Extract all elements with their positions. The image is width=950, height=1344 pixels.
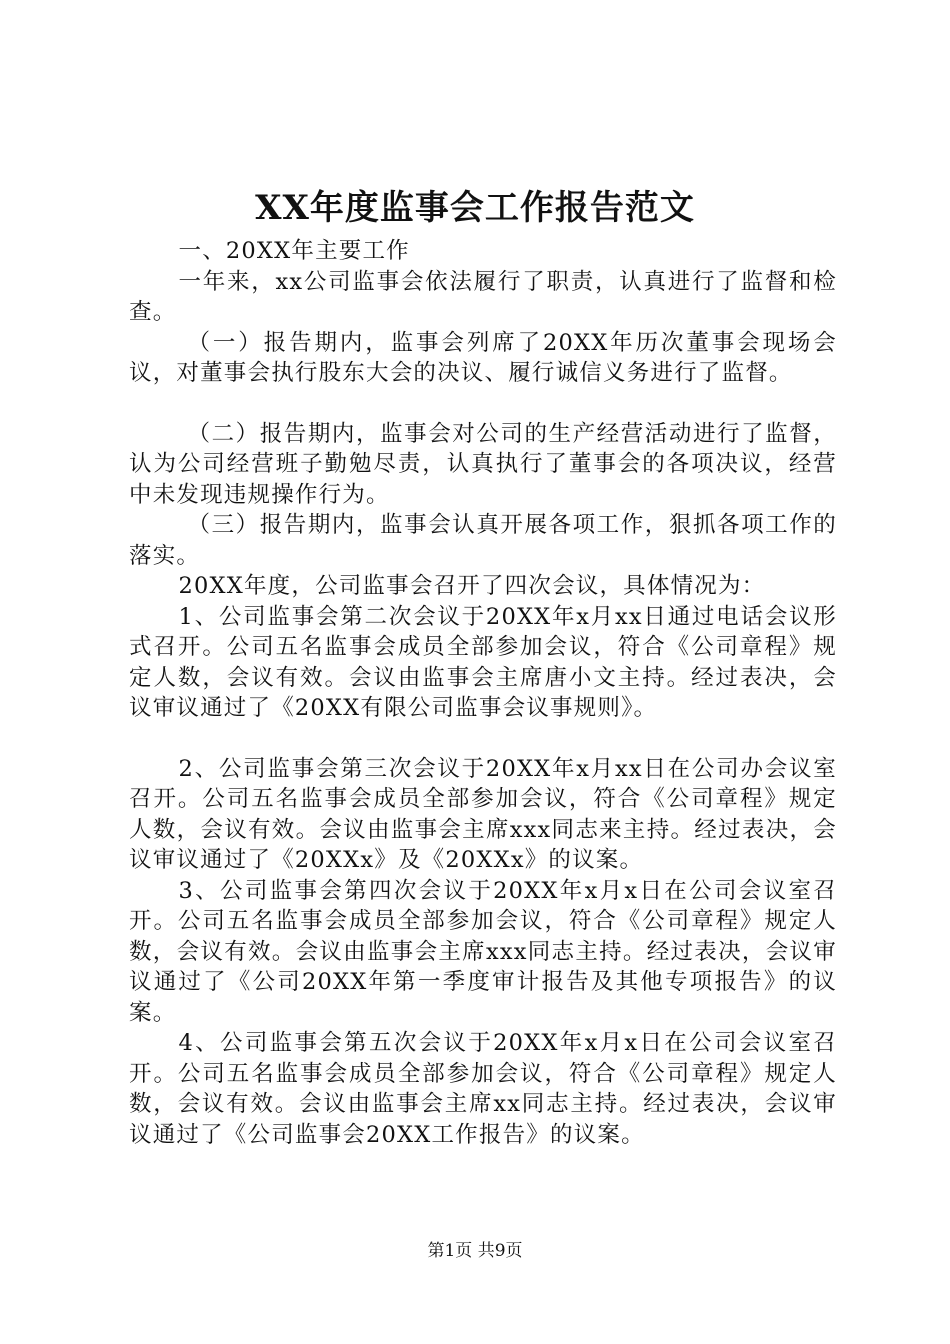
section-heading: 一、20XX年主要工作: [178, 238, 410, 264]
paragraph-item-2: （二）报告期内，监事会对公司的生产经营活动进行了监督，认为公司经营班子勤勉尽责，认真执行了董事会的各项决议，经营中未发现违规操作行为。: [129, 420, 837, 508]
paragraph-meeting-4: 4、公司监事会第五次会议于20XX年x月x日在公司会议室召开。公司五名监事会成员全部参加会议，符合《公司章程》规定人数，会议有效。会议由监事会主席xx同志主持。经过表决，会议审议通过了《公司监事会20XX工作报告》的议案。: [129, 1030, 837, 1148]
paragraph-item-1: （一）报告期内，监事会列席了20XX年历次董事会现场会议，对董事会执行股东大会的决议、履行诚信义务进行了监督。: [129, 329, 837, 386]
document-body: [129, 236, 837, 1150]
document-title: XX年度监事会工作报告范文: [255, 188, 695, 228]
page-footer: 第1页 共9页: [427, 1241, 523, 1261]
paragraph-meeting-3: 3、公司监事会第四次会议于20XX年x月x日在公司会议室召开。公司五名监事会成员全部参加会议，符合《公司章程》规定人数，会议有效。会议由监事会主席xxx同志主持。经过表决，会议审议通过了《公司20XX年第一季度审计报告及其他专项报告》的议案。: [129, 877, 837, 1026]
paragraph-meetings-summary: 20XX年度，公司监事会召开了四次会议，具体情况为：: [178, 573, 766, 599]
paragraph-meeting-2: 2、公司监事会第三次会议于20XX年x月xx日在公司办会议室召开。公司五名监事会成员全部参加会议，符合《公司章程》规定人数，会议有效。会议由监事会主席xxx同志来主持。经过表决，会议审议通过了《20XXx》及《20XXx》的议案。: [129, 755, 837, 873]
paragraph-item-3: （三）报告期内，监事会认真开展各项工作，狠抓各项工作的落实。: [129, 512, 837, 569]
paragraph-meeting-1: 1、公司监事会第二次会议于20XX年x月xx日通过电话会议形式召开。公司五名监事会成员全部参加会议，符合《公司章程》规定人数，会议有效。会议由监事会主席唐小文主持。经过表决，会议审议通过了《20XX有限公司监事会议事规则》。: [129, 603, 837, 721]
paragraph-intro: 一年来，xx公司监事会依法履行了职责，认真进行了监督和检查。: [129, 268, 837, 325]
